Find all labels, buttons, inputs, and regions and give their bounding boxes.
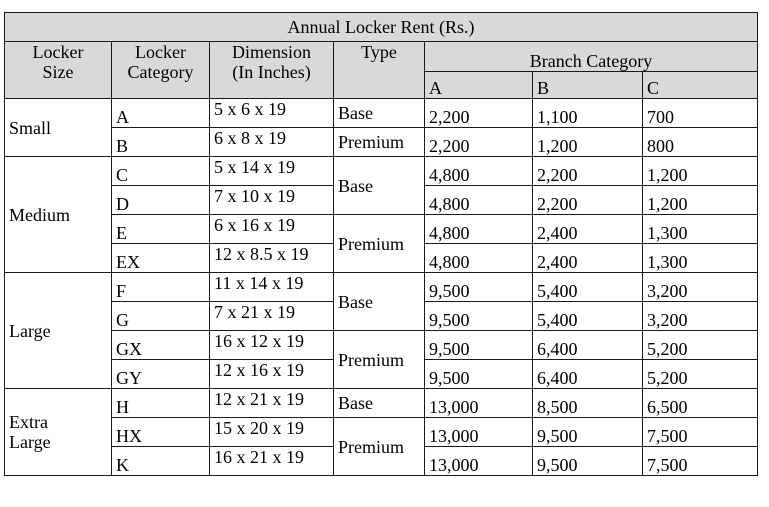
category-cell: B (112, 128, 210, 157)
category-cell: H (112, 389, 210, 418)
dimension-cell: 11 x 14 x 19 (210, 273, 334, 302)
table-row (5, 215, 758, 244)
rent-b-cell: 1,100 (533, 99, 643, 128)
dimension-cell: 5 x 6 x 19 (210, 99, 334, 128)
type-cell: Base (334, 99, 425, 128)
dimension-cell: 7 x 10 x 19 (210, 186, 334, 215)
header-locker-size-line2: Size (42, 62, 74, 82)
header-locker-category-line1: Locker (135, 42, 186, 62)
locker-rent-table (4, 12, 758, 476)
table-row (5, 273, 758, 302)
size-cell (5, 157, 112, 273)
dimension-cell: 7 x 21 x 19 (210, 302, 334, 331)
category-cell: GX (112, 331, 210, 360)
size-label-line2: Large (9, 432, 51, 452)
category-cell: A (112, 99, 210, 128)
header-branch-b: B (533, 72, 643, 99)
rent-c-cell: 5,200 (643, 331, 758, 360)
category-cell: K (112, 447, 210, 476)
rent-b-cell: 2,400 (533, 215, 643, 244)
type-cell: Base (334, 389, 425, 418)
header-locker-size-line1: Locker (32, 42, 84, 62)
rent-c-cell: 1,300 (643, 244, 758, 273)
dimension-cell: 16 x 12 x 19 (210, 331, 334, 360)
rent-b-cell: 9,500 (533, 418, 643, 447)
dimension-cell: 16 x 21 x 19 (210, 447, 334, 476)
rent-a-cell: 13,000 (425, 389, 533, 418)
type-cell: Premium (334, 331, 425, 389)
header-branch-c: C (643, 72, 758, 99)
header-dimension-line2: (In Inches) (232, 62, 311, 82)
size-label: Medium (9, 204, 70, 225)
size-cell (5, 389, 112, 476)
category-cell: F (112, 273, 210, 302)
rent-a-cell: 13,000 (425, 418, 533, 447)
dimension-cell: 15 x 20 x 19 (210, 418, 334, 447)
size-label-line1: Extra (9, 412, 48, 432)
rent-b-cell: 9,500 (533, 447, 643, 476)
rent-c-cell: 1,300 (643, 215, 758, 244)
header-locker-size (5, 42, 112, 99)
rent-a-cell: 4,800 (425, 157, 533, 186)
dimension-cell: 6 x 8 x 19 (210, 128, 334, 157)
type-cell: Base (334, 157, 425, 215)
rent-b-cell: 2,200 (533, 157, 643, 186)
header-dimension-line1: Dimension (232, 42, 311, 62)
rent-b-cell: 2,400 (533, 244, 643, 273)
size-cell (5, 273, 112, 389)
dimension-cell: 12 x 8.5 x 19 (210, 244, 334, 273)
type-cell: Premium (334, 418, 425, 476)
rent-c-cell: 1,200 (643, 157, 758, 186)
category-cell: C (112, 157, 210, 186)
header-branch-category: Branch Category (425, 42, 758, 72)
category-cell: G (112, 302, 210, 331)
type-cell: Base (334, 273, 425, 331)
dimension-cell: 12 x 21 x 19 (210, 389, 334, 418)
table-row (5, 157, 758, 186)
type-cell: Premium (334, 215, 425, 273)
size-label: Small (9, 117, 52, 138)
table-row (5, 128, 758, 157)
dimension-cell: 12 x 16 x 19 (210, 360, 334, 389)
rent-c-cell: 5,200 (643, 360, 758, 389)
rent-b-cell: 5,400 (533, 302, 643, 331)
rent-c-cell: 3,200 (643, 302, 758, 331)
rent-c-cell: 1,200 (643, 186, 758, 215)
rent-a-cell: 13,000 (425, 447, 533, 476)
rent-c-cell: 7,500 (643, 418, 758, 447)
rent-c-cell: 3,200 (643, 273, 758, 302)
header-locker-category-line2: Category (127, 62, 194, 82)
rent-c-cell: 7,500 (643, 447, 758, 476)
header-type: Type (334, 42, 425, 99)
rent-a-cell: 9,500 (425, 302, 533, 331)
category-cell: EX (112, 244, 210, 273)
category-cell: E (112, 215, 210, 244)
dimension-cell: 6 x 16 x 19 (210, 215, 334, 244)
rent-a-cell: 2,200 (425, 99, 533, 128)
rent-b-cell: 8,500 (533, 389, 643, 418)
table-row (5, 331, 758, 360)
header-locker-category (112, 42, 210, 99)
rent-a-cell: 4,800 (425, 244, 533, 273)
rent-b-cell: 6,400 (533, 360, 643, 389)
rent-a-cell: 9,500 (425, 360, 533, 389)
rent-c-cell: 800 (643, 128, 758, 157)
header-dimension (210, 42, 334, 99)
header-branch-a: A (425, 72, 533, 99)
rent-a-cell: 4,800 (425, 186, 533, 215)
rent-a-cell: 9,500 (425, 331, 533, 360)
rent-b-cell: 2,200 (533, 186, 643, 215)
rent-a-cell: 9,500 (425, 273, 533, 302)
type-cell: Premium (334, 128, 425, 157)
category-cell: HX (112, 418, 210, 447)
size-label: Large (9, 320, 51, 341)
table-row (5, 389, 758, 418)
rent-b-cell: 6,400 (533, 331, 643, 360)
rent-a-cell: 4,800 (425, 215, 533, 244)
category-cell: GY (112, 360, 210, 389)
table-row (5, 418, 758, 447)
table-row (5, 99, 758, 128)
rent-c-cell: 700 (643, 99, 758, 128)
size-cell (5, 99, 112, 157)
dimension-cell: 5 x 14 x 19 (210, 157, 334, 186)
rent-b-cell: 5,400 (533, 273, 643, 302)
rent-b-cell: 1,200 (533, 128, 643, 157)
rent-a-cell: 2,200 (425, 128, 533, 157)
category-cell: D (112, 186, 210, 215)
table-title: Annual Locker Rent (Rs.) (5, 13, 758, 42)
rent-c-cell: 6,500 (643, 389, 758, 418)
